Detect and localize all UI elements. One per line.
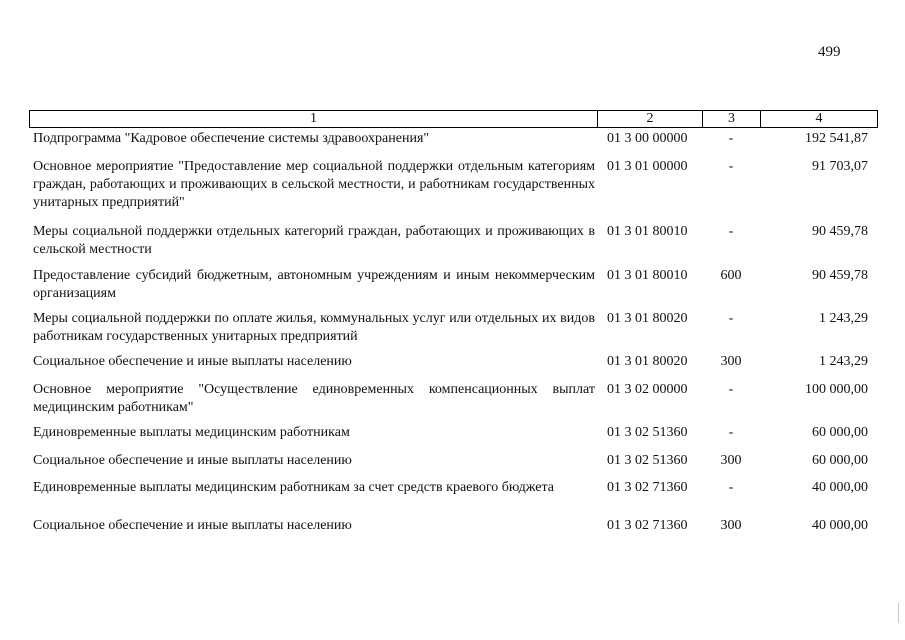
column-header-name: 1	[30, 111, 598, 128]
row-sum: 40 000,00	[812, 480, 868, 495]
row-sum: 100 000,00	[805, 382, 868, 397]
row-code: 01 3 02 71360	[607, 518, 688, 533]
row-name: Единовременные выплаты медицинским работникам	[33, 425, 350, 440]
row-sum: 60 000,00	[812, 425, 868, 440]
row-expense-type: -	[728, 480, 734, 495]
row-expense-type: -	[728, 224, 734, 239]
row-name: Предоставление субсидий бюджетным, автономным учреждениям и иным некоммерческим организациям	[33, 268, 595, 301]
row-expense-type: -	[728, 131, 734, 146]
row-expense-type: 300	[720, 518, 742, 533]
row-expense-type: -	[728, 425, 734, 440]
row-sum: 60 000,00	[812, 453, 868, 468]
row-name: Меры социальной поддержки по оплате жилья, коммунальных услуг или отдельных их видов работникам государственных унитарных предприятий	[33, 311, 595, 344]
row-code: 01 3 02 51360	[607, 425, 688, 440]
row-sum: 1 243,29	[819, 354, 868, 369]
row-name: Меры социальной поддержки отдельных категорий граждан, работающих и проживающих в сельской местности	[33, 224, 595, 257]
row-name: Социальное обеспечение и иные выплаты населению	[33, 354, 352, 369]
row-sum: 192 541,87	[805, 131, 868, 146]
row-name: Единовременные выплаты медицинским работникам за счет средств краевого бюджета	[33, 480, 554, 495]
row-name: Основное мероприятие "Предоставление мер социальной поддержки отдельным категориям граждан, работающих и проживающих в сельской местности, и работникам государственных унитарных предприятий"	[33, 159, 595, 210]
row-code: 01 3 01 00000	[607, 159, 688, 174]
row-code: 01 3 02 00000	[607, 382, 688, 397]
row-name: Основное мероприятие "Осуществление единовременных компенсационных выплат медицинским работникам"	[33, 382, 595, 415]
row-sum: 40 000,00	[812, 518, 868, 533]
row-expense-type: -	[728, 159, 734, 174]
row-code: 01 3 02 71360	[607, 480, 688, 495]
row-expense-type: -	[728, 382, 734, 397]
row-expense-type: 300	[720, 354, 742, 369]
column-header-sum: 4	[761, 111, 878, 128]
row-name: Подпрограмма "Кадровое обеспечение системы здравоохранения"	[33, 131, 430, 146]
page-number: 499	[818, 44, 841, 60]
row-name: Социальное обеспечение и иные выплаты населению	[33, 453, 352, 468]
row-expense-type: -	[728, 311, 734, 326]
row-code: 01 3 01 80010	[607, 224, 688, 239]
row-code: 01 3 01 80020	[607, 311, 688, 326]
page-edge-mark	[898, 603, 899, 623]
row-expense-type: 300	[720, 453, 742, 468]
row-code: 01 3 01 80020	[607, 354, 688, 369]
row-sum: 90 459,78	[812, 224, 868, 239]
column-header-type: 3	[703, 111, 761, 128]
row-sum: 90 459,78	[812, 268, 868, 283]
row-code: 01 3 00 00000	[607, 131, 688, 146]
row-sum: 1 243,29	[819, 311, 868, 326]
row-code: 01 3 02 51360	[607, 453, 688, 468]
row-expense-type: 600	[720, 268, 742, 283]
row-sum: 91 703,07	[812, 159, 868, 174]
column-header-code: 2	[598, 111, 703, 128]
row-code: 01 3 01 80010	[607, 268, 688, 283]
column-header-table	[29, 110, 878, 128]
column-header-row	[30, 111, 878, 128]
row-name: Социальное обеспечение и иные выплаты населению	[33, 518, 352, 533]
